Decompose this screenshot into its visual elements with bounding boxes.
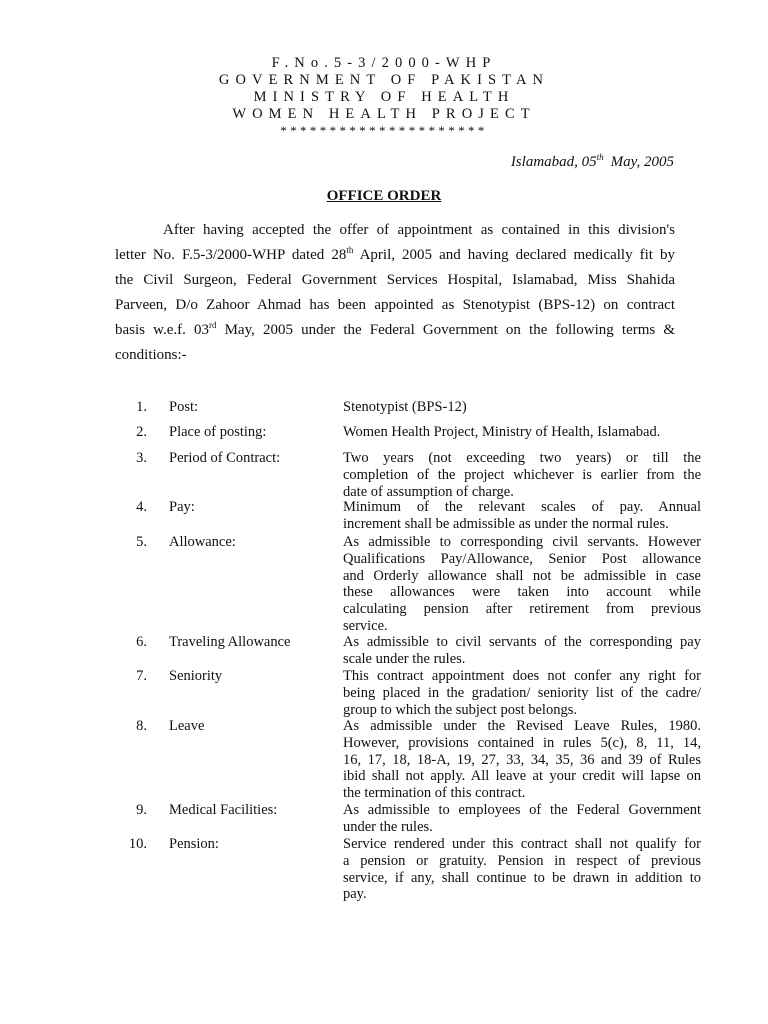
term-value-line: completion of the project whichever is earlier from the xyxy=(343,466,701,483)
term-value-line: pay. xyxy=(343,886,367,903)
term-value-line: calculating pension after retirement from previous xyxy=(343,601,701,618)
term-label: Place of posting: xyxy=(169,424,267,440)
term-value xyxy=(343,424,701,441)
term-label: Seniority xyxy=(169,668,223,684)
term-number: 10. xyxy=(128,836,147,852)
term-value-line: the termination of this contract. xyxy=(343,785,526,802)
term-number: 5. xyxy=(136,534,147,550)
paragraph-text: May, 2005 under the Federal Government on the following terms & xyxy=(216,322,676,338)
paragraph-line xyxy=(115,318,675,343)
term-value-line: ibid shall not apply. All leave at your credit will lapse on xyxy=(343,768,701,785)
term-label: Medical Facilities: xyxy=(169,802,278,818)
separator-stars: ********************* xyxy=(280,123,488,138)
date-superscript: th xyxy=(596,152,604,162)
term-value-line: 16, 17, 18, 18-A, 19, 27, 33, 34, 35, 36 and 39 of Rules xyxy=(343,751,701,768)
ministry-heading: MINISTRY OF HEALTH xyxy=(253,89,515,105)
paragraph-line: conditions:- xyxy=(115,347,187,363)
project-heading: WOMEN HEALTH PROJECT xyxy=(232,106,536,122)
paragraph-line xyxy=(115,243,675,268)
term-value-line: scale under the rules. xyxy=(343,650,466,667)
term-value-line: being placed in the gradation/ seniority list of the cadre/ xyxy=(343,684,701,701)
paragraph-superscript: th xyxy=(346,245,354,255)
term-value-line: service, if any, shall continue to be drawn in addition to xyxy=(343,869,701,886)
term-value-line: and Orderly allowance shall not be admissible in case xyxy=(343,567,701,584)
term-label: Allowance: xyxy=(169,534,236,550)
intro-paragraph xyxy=(115,218,675,368)
term-label: Period of Contract: xyxy=(169,450,281,466)
date-prefix: Islamabad, 05 xyxy=(510,154,597,170)
paragraph-line: After having accepted the offer of appointment as contained in this division's xyxy=(163,222,675,238)
term-number: 3. xyxy=(136,450,147,466)
term-value-line: Minimum of the relevant scales of pay. Annual xyxy=(343,499,701,515)
term-number: 4. xyxy=(136,499,147,515)
document-date xyxy=(511,154,674,171)
term-number: 2. xyxy=(136,424,147,440)
term-value-line: However, provisions contained in rules 5(c), 8, 11, 14, xyxy=(343,734,701,751)
term-label: Leave xyxy=(169,718,205,734)
term-value xyxy=(343,399,701,416)
term-value-line: Stenotypist (BPS-12) xyxy=(343,399,467,415)
term-value-line: increment shall be admissible as under the normal rules. xyxy=(343,515,669,532)
term-value xyxy=(343,499,701,533)
term-label: Post: xyxy=(169,399,199,415)
term-number: 6. xyxy=(136,634,147,650)
term-value-line: date of assumption of charge. xyxy=(343,483,514,500)
term-value-line: This contract appointment does not confer any right for xyxy=(343,668,701,684)
term-value xyxy=(343,836,701,903)
paragraph-superscript: rd xyxy=(208,320,217,330)
paragraph-text: April, 2005 and having declared medically fit by xyxy=(353,247,676,263)
term-value-line: Women Health Project, Ministry of Health, Islamabad. xyxy=(343,424,661,440)
paragraph-line: the Civil Surgeon, Federal Government Services Hospital, Islamabad, Miss Shahida xyxy=(115,272,675,288)
paragraph-text: letter No. F.5-3/2000-WHP dated 28 xyxy=(115,247,347,263)
term-value xyxy=(343,718,701,802)
term-value-line: As admissible to civil servants of the corresponding pay xyxy=(343,634,701,650)
paragraph-line: Parveen, D/o Zahoor Ahmad has been appointed as Stenotypist (BPS-12) on contract xyxy=(115,297,675,313)
term-value-line: service. xyxy=(343,617,388,634)
term-value-line: a pension or gratuity. Pension in respect of previous xyxy=(343,852,701,869)
term-value xyxy=(343,668,701,718)
term-value-line: Two years (not exceeding two years) or till the xyxy=(343,450,701,466)
term-label: Pay: xyxy=(169,499,195,515)
term-value-line: As admissible to corresponding civil servants. However xyxy=(343,534,701,550)
government-heading: GOVERNMENT OF PAKISTAN xyxy=(218,72,550,88)
term-value xyxy=(343,802,701,836)
term-number: 7. xyxy=(136,668,147,684)
term-value-line: As admissible under the Revised Leave Rules, 1980. xyxy=(343,718,701,734)
file-number: F.No.5-3/2000-WHP xyxy=(271,55,497,71)
term-value-line: Service rendered under this contract shall not qualify for xyxy=(343,836,701,852)
term-value-line: these allowances were taken into account while xyxy=(343,584,701,601)
term-value-line: group to which the subject post belongs. xyxy=(343,701,577,718)
term-value xyxy=(343,534,701,635)
paragraph-text: basis w.e.f. 03 xyxy=(115,322,209,338)
term-value xyxy=(343,450,701,500)
term-value-line: As admissible to employees of the Federal Government xyxy=(343,802,701,818)
term-number: 8. xyxy=(136,718,147,734)
term-value-line: under the rules. xyxy=(343,818,433,835)
term-number: 1. xyxy=(136,399,147,415)
term-label: Pension: xyxy=(169,836,219,852)
date-suffix: May, 2005 xyxy=(610,154,674,170)
page-title: OFFICE ORDER xyxy=(326,188,442,204)
term-value-line: Qualifications Pay/Allowance, Senior Post allowance xyxy=(343,550,701,567)
term-label: Traveling Allowance xyxy=(169,634,291,650)
term-number: 9. xyxy=(136,802,147,818)
term-value xyxy=(343,634,701,668)
